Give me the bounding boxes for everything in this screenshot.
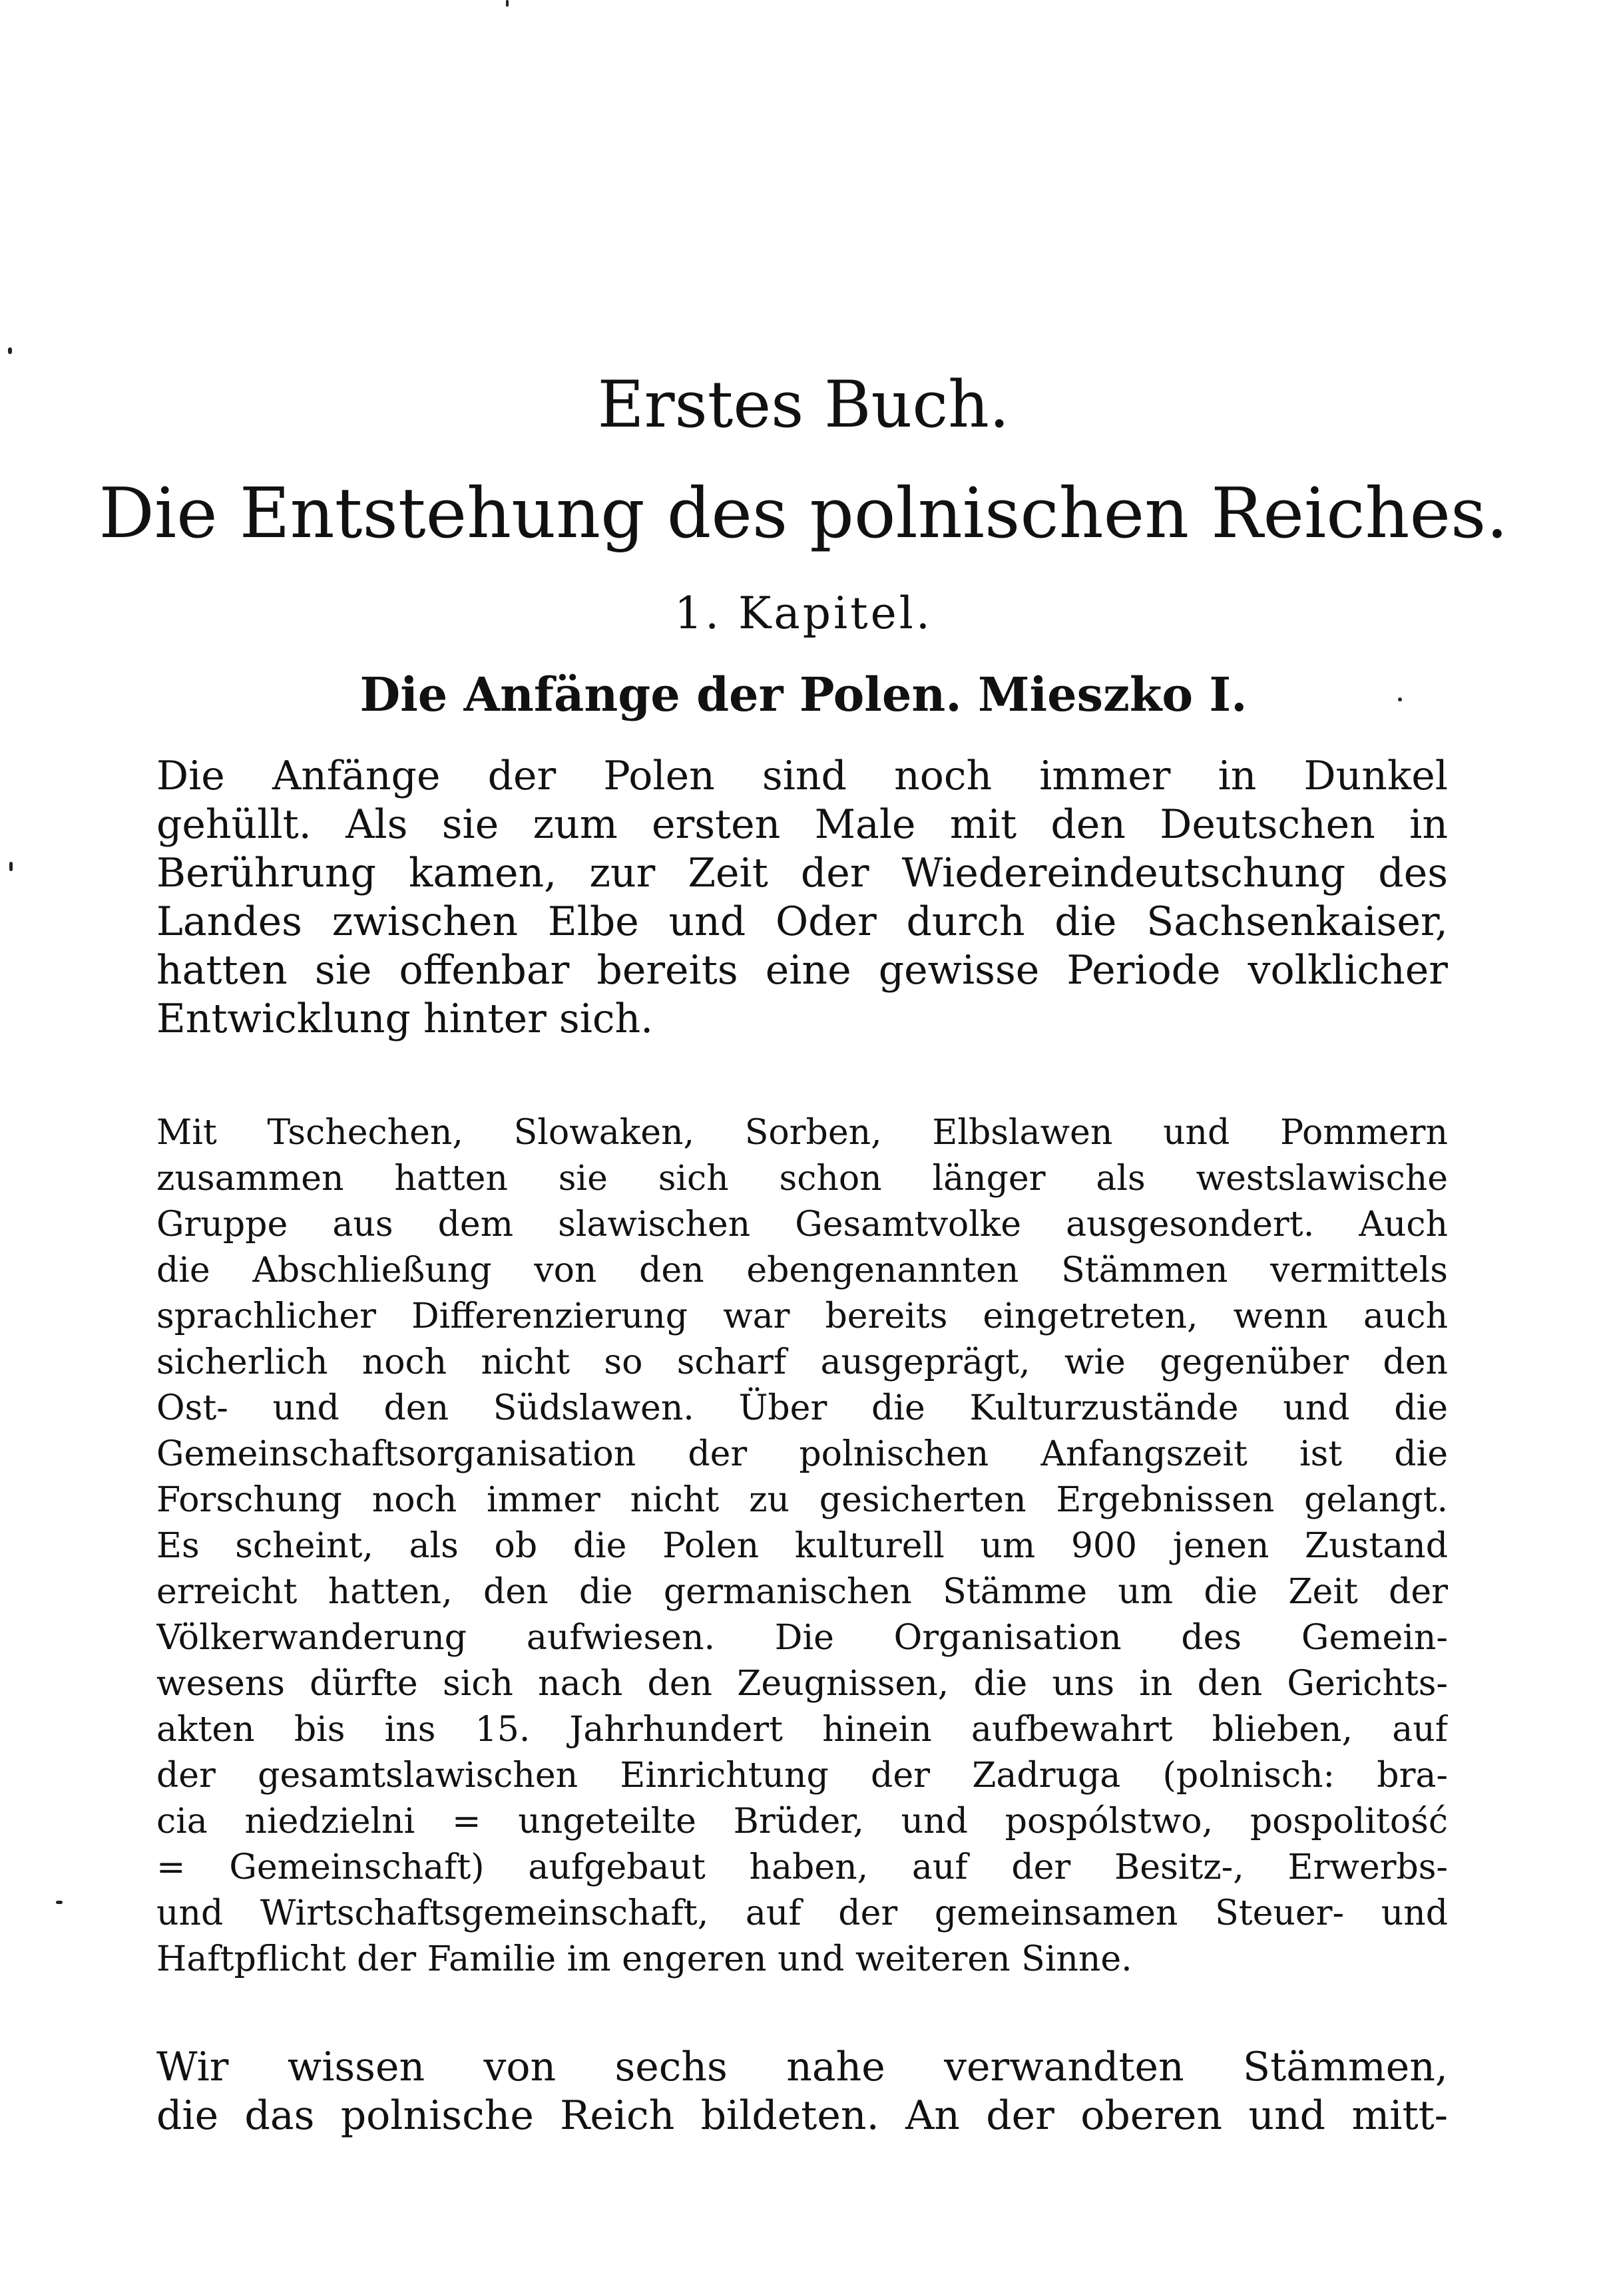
text-line: Entwicklung hinter sich. <box>156 996 654 1042</box>
text-line: Es scheint, als ob die Polen kulturell um 900 jenen Zustand <box>156 1526 1448 1566</box>
text-line: Forschung noch immer nicht zu gesicherten Ergebnissen gelangt. <box>156 1480 1448 1520</box>
text-line: erreicht hatten, den die germanischen Stämme um die Zeit der <box>156 1572 1448 1612</box>
scan-speck-top <box>506 0 509 7</box>
text-line: wesens dürfte sich nach den Zeugnissen, die uns in den Gerichts- <box>156 1664 1448 1704</box>
text-line: und Wirtschaftsgemeinschaft, auf der gemeinsamen Steuer- und <box>156 1893 1448 1933</box>
text-line: die Abschließung von den ebengenannten Stämmen vermittels <box>156 1250 1448 1290</box>
paragraph-intro <box>156 752 1448 1044</box>
chapter-title: Die Anfänge der Polen. Mieszko I. <box>359 667 1248 722</box>
scan-speck-left-upper <box>8 347 12 354</box>
scan-speck-right-heading <box>1398 697 1402 701</box>
text-line: zusammen hatten sie sich schon länger als westslawische <box>156 1159 1448 1199</box>
paragraph-detail <box>156 1110 1448 1983</box>
text-line: Landes zwischen Elbe und Oder durch die Sachsenkaiser, <box>156 898 1448 945</box>
paragraph-tribes <box>156 2043 1448 2140</box>
book-title: Erstes Buch. <box>597 367 1010 442</box>
text-line: hatten sie offenbar bereits eine gewisse Periode volklicher <box>156 947 1448 994</box>
chapter-number: 1. Kapitel. <box>674 588 933 639</box>
scan-speck-left-lower <box>56 1901 63 1904</box>
text-line: Mit Tschechen, Slowaken, Sorben, Elbslawen und Pommern <box>156 1113 1448 1153</box>
text-line: gehüllt. Als sie zum ersten Male mit den Deutschen in <box>156 801 1448 848</box>
text-line: die das polnische Reich bildeten. An der oberen und mitt- <box>156 2092 1448 2139</box>
text-line: Völkerwanderung aufwiesen. Die Organisation des Gemein- <box>156 1618 1448 1658</box>
book-subtitle: Die Entstehung des polnischen Reiches. <box>99 473 1508 554</box>
text-line: der gesamtslawischen Einrichtung der Zadruga (polnisch: bra- <box>156 1756 1448 1796</box>
text-line: akten bis ins 15. Jahrhundert hinein aufbewahrt blieben, auf <box>156 1710 1448 1750</box>
text-line: Ost- und den Südslawen. Über die Kulturzustände und die <box>156 1388 1448 1428</box>
text-line: sicherlich noch nicht so scharf ausgeprägt, wie gegenüber den <box>156 1342 1448 1382</box>
text-line: cia niedzielni = ungeteilte Brüder, und pospólstwo, pospolitość <box>156 1802 1448 1841</box>
text-line: Die Anfänge der Polen sind noch immer in Dunkel <box>156 753 1448 799</box>
text-line: Gemeinschaftsorganisation der polnischen Anfangszeit ist die <box>156 1434 1448 1474</box>
text-line: Haftpflicht der Familie im engeren und weiteren Sinne. <box>156 1939 1132 1979</box>
text-line: sprachlicher Differenzierung war bereits eingetreten, wenn auch <box>156 1296 1448 1336</box>
text-line: = Gemeinschaft) aufgebaut haben, auf der Besitz-, Erwerbs- <box>156 1847 1448 1887</box>
text-line: Wir wissen von sechs nahe verwandten Stämmen, <box>156 2044 1448 2090</box>
text-line: Gruppe aus dem slawischen Gesamtvolke ausgesondert. Auch <box>156 1205 1448 1244</box>
text-line: Berührung kamen, zur Zeit der Wiedereindeutschung des <box>156 850 1448 896</box>
scan-speck-left-middle <box>9 862 13 871</box>
